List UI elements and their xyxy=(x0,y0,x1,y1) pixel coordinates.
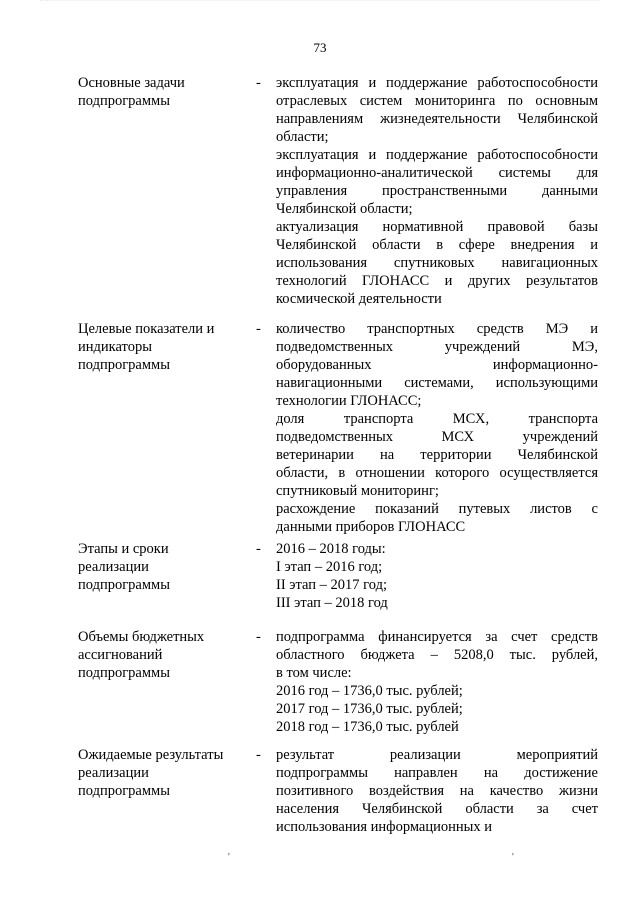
content-line: Челябинской области; xyxy=(276,201,413,217)
section-content xyxy=(276,74,598,308)
content-line: подведомственных МСХ учреждений xyxy=(276,429,598,445)
section-label-line: Ожидаемые результаты xyxy=(78,747,224,763)
section-label-line: Целевые показатели и xyxy=(78,321,215,337)
section-label-line: реализации xyxy=(78,559,149,575)
section-content xyxy=(276,746,598,836)
section-dash: - xyxy=(256,75,261,91)
section-label-line: индикаторы xyxy=(78,339,152,355)
section-label-line: подпрограммы xyxy=(78,357,170,373)
content-line: в том числе: xyxy=(276,665,352,681)
section-dash: - xyxy=(256,321,261,337)
section-content xyxy=(276,628,598,736)
content-line: ветеринарии на территории Челябинской xyxy=(276,447,598,463)
content-line: I этап – 2016 год; xyxy=(276,559,383,575)
section-label-line: подпрограммы xyxy=(78,665,170,681)
content-line: 2017 год – 1736,0 тыс. рублей; xyxy=(276,701,463,717)
section-label xyxy=(78,540,238,594)
section-content xyxy=(276,320,598,536)
content-line: актуализация нормативной правовой базы xyxy=(276,219,598,235)
section-dash: - xyxy=(256,629,261,645)
footer-mark-left: ' xyxy=(228,852,230,863)
content-line: оборудованных информационно- xyxy=(276,357,598,373)
section-label-line: Основные задачи xyxy=(78,75,185,91)
section-label xyxy=(78,74,238,110)
section-label-line: Этапы и сроки xyxy=(78,541,169,557)
content-line: 2016 год – 1736,0 тыс. рублей; xyxy=(276,683,463,699)
content-line: II этап – 2017 год; xyxy=(276,577,387,593)
content-line: космической деятельности xyxy=(276,291,442,307)
content-line: Челябинской области в сфере внедрения и xyxy=(276,237,598,253)
content-line: подведомственных учреждений МЭ, xyxy=(276,339,598,355)
section-label xyxy=(78,628,238,682)
content-line: управления пространственными данными xyxy=(276,183,598,199)
content-line: расхождение показаний путевых листов с xyxy=(276,501,598,517)
content-line: позитивного воздействия на качество жизни xyxy=(276,783,598,799)
content-line: доля транспорта МСХ, транспорта xyxy=(276,411,598,427)
content-line: эксплуатация и поддержание работоспособности xyxy=(276,75,598,91)
content-line: технологий ГЛОНАСС и других результатов xyxy=(276,273,598,289)
section-label-line: Объемы бюджетных xyxy=(78,629,205,645)
content-line: подпрограммы направлен на достижение xyxy=(276,765,598,781)
content-line: направлениям жизнедеятельности Челябинской xyxy=(276,111,598,127)
content-line: информационно-аналитической системы для xyxy=(276,165,598,181)
section-dash: - xyxy=(256,541,261,557)
content-line: эксплуатация и поддержание работоспособности xyxy=(276,147,598,163)
section-label-line: подпрограммы xyxy=(78,577,170,593)
content-line: областного бюджета – 5208,0 тыс. рублей, xyxy=(276,647,598,663)
content-line: результат реализации мероприятий xyxy=(276,747,598,763)
scan-edge-noise xyxy=(40,0,600,9)
content-line: 2018 год – 1736,0 тыс. рублей xyxy=(276,719,459,735)
section-label-line: ассигнований xyxy=(78,647,163,663)
content-line: навигационными системами, использующими xyxy=(276,375,598,391)
content-line: данными приборов ГЛОНАСС xyxy=(276,519,466,535)
section-label xyxy=(78,320,238,374)
page-number: 73 xyxy=(313,40,327,55)
content-line: III этап – 2018 год xyxy=(276,595,388,611)
content-line: использования спутниковых навигационных xyxy=(276,255,598,271)
content-line: отраслевых систем мониторинга по основным xyxy=(276,93,598,109)
section-label xyxy=(78,746,238,800)
content-line: области; xyxy=(276,129,329,145)
content-line: использования информационных и xyxy=(276,819,493,835)
content-line: подпрограмма финансируется за счет средств xyxy=(276,629,598,645)
content-line: спутниковый мониторинг; xyxy=(276,483,439,499)
section-label-line: реализации xyxy=(78,765,149,781)
content-line: населения Челябинской области за счет xyxy=(276,801,598,817)
content-line: области, в отношении которого осуществляется xyxy=(276,465,598,481)
section-dash: - xyxy=(256,747,261,763)
section-label-line: подпрограммы xyxy=(78,93,170,109)
section-content xyxy=(276,540,598,612)
section-label-line: подпрограммы xyxy=(78,783,170,799)
content-line: технологии ГЛОНАСС; xyxy=(276,393,422,409)
footer-mark-right: ' xyxy=(512,852,514,863)
content-line: количество транспортных средств МЭ и xyxy=(276,321,598,337)
content-line: 2016 – 2018 годы: xyxy=(276,541,386,557)
